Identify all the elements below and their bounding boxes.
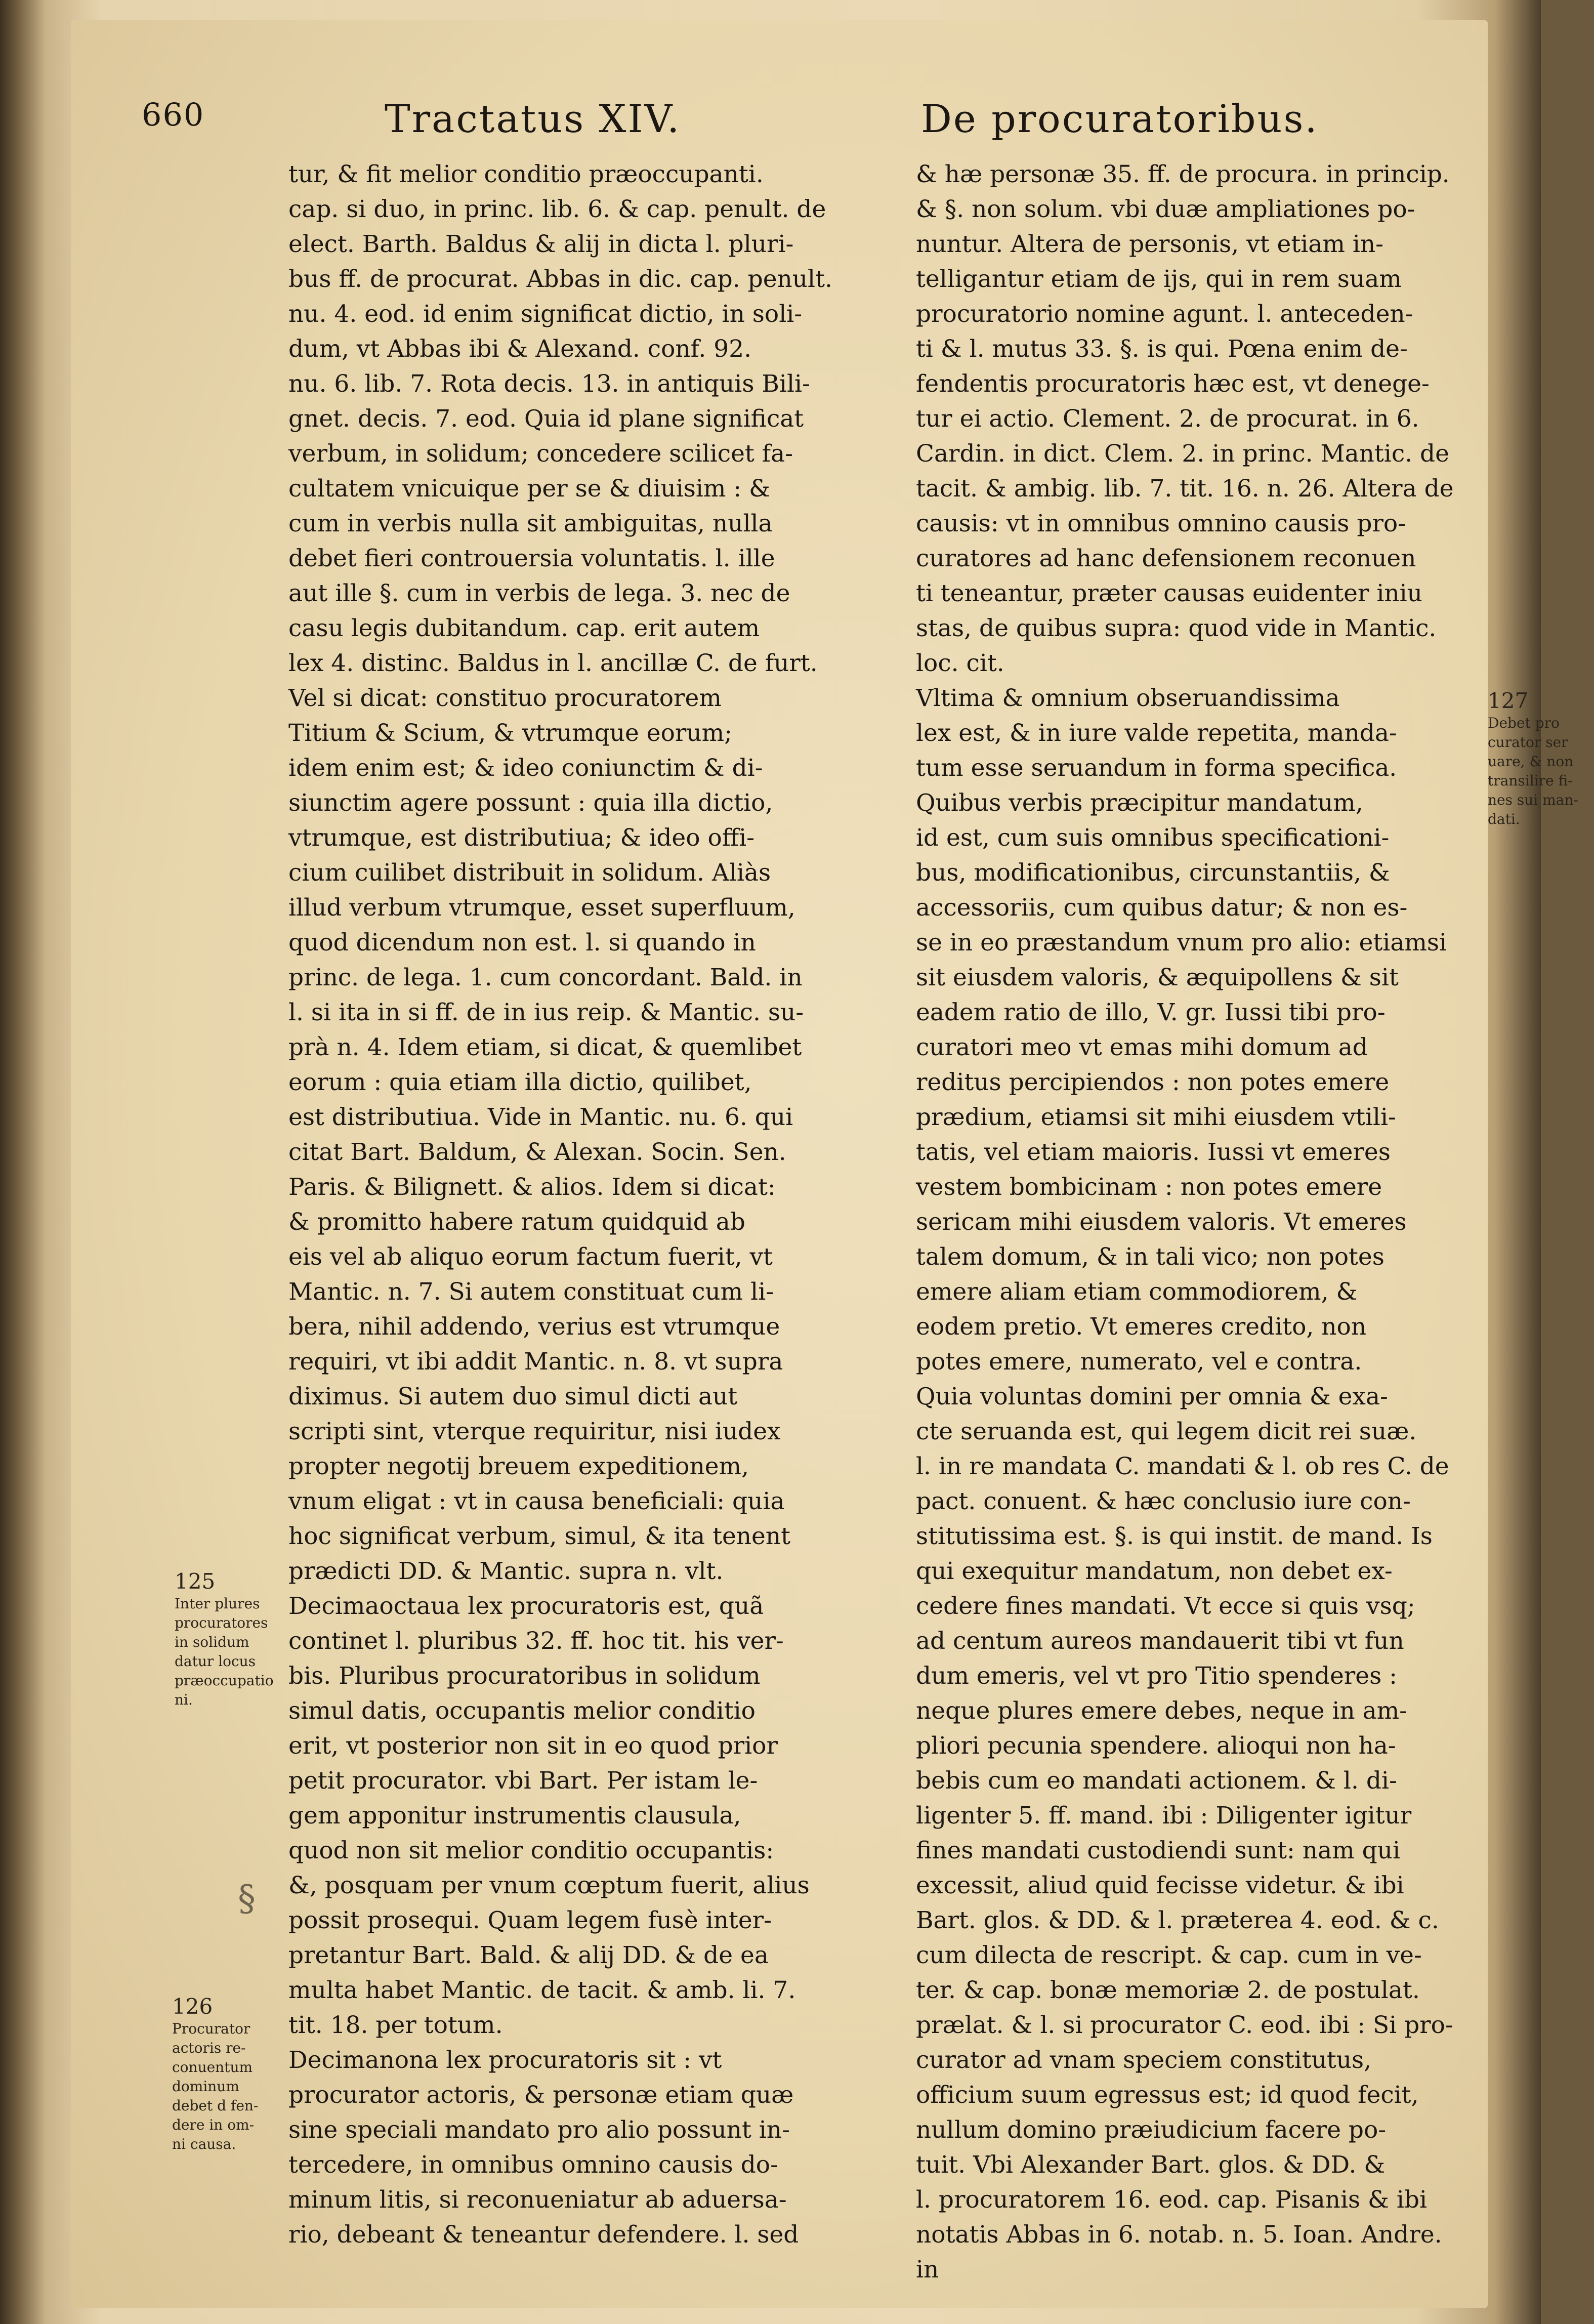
margin-note-line: in solidum bbox=[175, 1634, 249, 1650]
text-line: tercedere, in omnibus omnino causis do- bbox=[288, 2151, 778, 2179]
text-line: ad centum aureos mandauerit tibi vt fun bbox=[916, 1627, 1404, 1655]
text-line: bebis cum eo mandati actionem. & l. di- bbox=[916, 1767, 1397, 1795]
text-line: accessoriis, cum quibus datur; & non es- bbox=[916, 894, 1408, 922]
text-line: causis: vt in omnibus omnino causis pro- bbox=[916, 510, 1406, 537]
text-line: tur, & fit melior conditio præoccupanti. bbox=[288, 160, 764, 188]
text-line: prædium, etiamsi sit mihi eiusdem vtili- bbox=[916, 1103, 1396, 1131]
margin-note-line: Procurator bbox=[172, 2020, 250, 2037]
left-text-column bbox=[288, 157, 870, 2252]
text-line: ti teneantur, præter causas euidenter iniu bbox=[916, 579, 1422, 607]
text-line: dum, vt Abbas ibi & Alexand. conf. 92. bbox=[288, 335, 752, 363]
text-line: idem enim est; & ideo coniunctim & di- bbox=[288, 754, 763, 782]
text-line: procurator actoris, & personæ etiam quæ bbox=[288, 2081, 794, 2109]
text-line: Quia voluntas domini per omnia & exa- bbox=[916, 1383, 1388, 1410]
text-line: cte seruanda est, qui legem dicit rei suæ. bbox=[916, 1418, 1417, 1445]
margin-note-number: 127 bbox=[1488, 688, 1529, 713]
text-line: sericam mihi eiusdem valoris. Vt emeres bbox=[916, 1208, 1407, 1236]
margin-note-number: 126 bbox=[172, 1994, 213, 2019]
text-line: cultatem vnicuique per se & diuisim : & bbox=[288, 475, 770, 503]
text-line: telligantur etiam de ijs, qui in rem suam bbox=[916, 265, 1402, 293]
text-line: eis vel ab aliquo eorum factum fuerit, vt bbox=[288, 1243, 773, 1271]
right-text-column bbox=[916, 157, 1503, 2287]
text-line: cum in verbis nulla sit ambiguitas, nulla bbox=[288, 510, 773, 537]
text-line: nullum domino præiudicium facere po- bbox=[916, 2116, 1387, 2144]
text-line: & hæ personæ 35. ff. de procura. in princip. bbox=[916, 160, 1450, 188]
text-line: continet l. pluribus 32. ff. hoc tit. his ver- bbox=[288, 1627, 784, 1655]
margin-note-125 bbox=[175, 1569, 286, 1710]
margin-note-line: actoris re- bbox=[172, 2040, 246, 2056]
margin-note-line: Inter plures bbox=[175, 1595, 260, 1612]
book-page bbox=[71, 20, 1578, 2308]
text-line: debet fieri controuersia voluntatis. l. ille bbox=[288, 545, 775, 572]
text-line: Quibus verbis præcipitur mandatum, bbox=[916, 789, 1363, 817]
text-line: bis. Pluribus procuratoribus in solidum bbox=[288, 1662, 761, 1690]
margin-note-line: uare, & non bbox=[1488, 753, 1574, 770]
text-line: prædicti DD. & Mantic. supra n. vlt. bbox=[288, 1557, 724, 1585]
text-line: vestem bombicinam : non potes emere bbox=[916, 1173, 1382, 1201]
text-line: vnum eligat : vt in causa beneficiali: quia bbox=[288, 1487, 785, 1515]
text-line: sit eiusdem valoris, & æquipollens & sit bbox=[916, 964, 1399, 991]
text-line: pliori pecunia spendere. alioqui non ha- bbox=[916, 1732, 1396, 1760]
text-line: l. si ita in si ff. de in ius reip. & Mantic. su- bbox=[288, 999, 804, 1026]
text-line: se in eo præstandum vnum pro alio: etiamsi bbox=[916, 929, 1447, 957]
text-line: aut ille §. cum in verbis de lega. 3. nec de bbox=[288, 579, 790, 607]
text-line: casu legis dubitandum. cap. erit autem bbox=[288, 614, 760, 642]
margin-note-127 bbox=[1488, 688, 1594, 829]
text-line: quod dicendum non est. l. si quando in bbox=[288, 929, 756, 957]
text-line: talem domum, & in tali vico; non potes bbox=[916, 1243, 1385, 1271]
text-line: bus ff. de procurat. Abbas in dic. cap. penult. bbox=[288, 265, 832, 293]
text-line: Decimaoctaua lex procuratoris est, quã bbox=[288, 1592, 764, 1620]
text-line: tur ei actio. Clement. 2. de procurat. in 6. bbox=[916, 405, 1419, 433]
margin-note-line: dati. bbox=[1488, 811, 1520, 827]
text-line: & §. non solum. vbi duæ ampliationes po- bbox=[916, 195, 1415, 223]
text-line: quod non sit melior conditio occupantis: bbox=[288, 1837, 774, 1864]
text-line: possit prosequi. Quam legem fusè inter- bbox=[288, 1906, 772, 1934]
margin-note-line: conuentum bbox=[172, 2059, 253, 2076]
text-line: siunctim agere possunt : quia illa dictio, bbox=[288, 789, 773, 817]
margin-note-number: 125 bbox=[175, 1569, 216, 1594]
text-line: gnet. decis. 7. eod. Quia id plane significat bbox=[288, 405, 804, 433]
text-line: lex 4. distinc. Baldus in l. ancillæ C. de furt. bbox=[288, 649, 818, 677]
text-line: cap. si duo, in princ. lib. 6. & cap. penult. de bbox=[288, 195, 826, 223]
text-line: Decimanona lex procuratoris sit : vt bbox=[288, 2046, 722, 2074]
text-line: tum esse seruandum in forma specifica. bbox=[916, 754, 1397, 782]
text-line: tuit. Vbi Alexander Bart. glos. & DD. & bbox=[916, 2151, 1386, 2179]
running-head-left: Tractatus XIV. bbox=[385, 96, 681, 141]
text-line: pact. conuent. & hæc conclusio iure con- bbox=[916, 1487, 1411, 1515]
margin-note-line: nes sui man- bbox=[1488, 792, 1578, 808]
text-line: multa habet Mantic. de tacit. & amb. li. 7. bbox=[288, 1976, 796, 2004]
text-line: minum litis, si reconueniatur ab aduersa- bbox=[288, 2186, 787, 2214]
text-line: dum emeris, vel vt pro Titio spenderes : bbox=[916, 1662, 1397, 1690]
text-line: qui exequitur mandatum, non debet ex- bbox=[916, 1557, 1393, 1585]
text-line: nuntur. Altera de personis, vt etiam in- bbox=[916, 230, 1384, 258]
margin-note-line: procuratores bbox=[175, 1614, 268, 1631]
text-line: Vel si dicat: constituo procuratorem bbox=[288, 684, 722, 712]
running-head-right: De procuratoribus. bbox=[921, 96, 1319, 141]
text-line: nu. 6. lib. 7. Rota decis. 13. in antiquis Bili- bbox=[288, 370, 810, 398]
text-line: citat Bart. Baldum, & Alexan. Socin. Sen. bbox=[288, 1138, 786, 1166]
text-line: id est, cum suis omnibus specificationi- bbox=[916, 824, 1390, 852]
text-line: l. procuratorem 16. eod. cap. Pisanis & ibi bbox=[916, 2186, 1427, 2214]
margin-note-line: datur locus bbox=[175, 1653, 256, 1670]
text-line: cedere fines mandati. Vt ecce si quis vsq; bbox=[916, 1592, 1415, 1620]
text-line: fendentis procuratoris hæc est, vt denege- bbox=[916, 370, 1430, 398]
text-line: curator ad vnam speciem constitutus, bbox=[916, 2046, 1372, 2074]
text-line: &, posquam per vnum cœptum fuerit, alius bbox=[288, 1872, 810, 1899]
margin-note-126 bbox=[172, 1994, 288, 2154]
margin-note-line: dominum bbox=[172, 2078, 239, 2095]
margin-note-line: dere in om- bbox=[172, 2116, 255, 2133]
text-line: lex est, & in iure valde repetita, manda- bbox=[916, 719, 1397, 747]
text-line: scripti sint, vterque requiritur, nisi iudex bbox=[288, 1418, 781, 1445]
text-line: Cardin. in dict. Clem. 2. in princ. Mantic. de bbox=[916, 440, 1449, 468]
text-line: est distributiua. Vide in Mantic. nu. 6. qui bbox=[288, 1103, 793, 1131]
text-line: verbum, in solidum; concedere scilicet fa- bbox=[288, 440, 793, 468]
text-line: loc. cit. bbox=[916, 649, 1004, 677]
text-line: ter. & cap. bonæ memoriæ 2. de postulat. bbox=[916, 1976, 1420, 2004]
text-line: stas, de quibus supra: quod vide in Mantic. bbox=[916, 614, 1437, 642]
text-line: elect. Barth. Baldus & alij in dicta l. pluri- bbox=[288, 230, 794, 258]
section-mark: § bbox=[238, 1878, 256, 1919]
text-line: reditus percipiendos : non potes emere bbox=[916, 1068, 1390, 1096]
text-line: eadem ratio de illo, V. gr. Iussi tibi pro- bbox=[916, 999, 1386, 1026]
text-line: sine speciali mandato pro alio possunt in- bbox=[288, 2116, 790, 2144]
text-line: illud verbum vtrumque, esset superfluum, bbox=[288, 894, 795, 922]
text-line: nu. 4. eod. id enim significat dictio, in soli- bbox=[288, 300, 803, 328]
text-line: prà n. 4. Idem etiam, si dicat, & quemlibet bbox=[288, 1033, 802, 1061]
text-line: emere aliam etiam commodiorem, & bbox=[916, 1278, 1358, 1306]
text-line: in bbox=[916, 2256, 939, 2284]
text-line: tatis, vel etiam maioris. Iussi vt emeres bbox=[916, 1138, 1391, 1166]
text-line: bera, nihil addendo, verius est vtrumque bbox=[288, 1313, 780, 1341]
text-line: prælat. & l. si procurator C. eod. ibi : Si pro- bbox=[916, 2011, 1453, 2039]
text-line: stitutissima est. §. is qui instit. de mand. Is bbox=[916, 1522, 1433, 1550]
text-line: erit, vt posterior non sit in eo quod prior bbox=[288, 1732, 778, 1760]
text-line: cium cuilibet distribuit in solidum. Aliàs bbox=[288, 859, 771, 887]
text-line: rio, debeant & teneantur defendere. l. sed bbox=[288, 2221, 799, 2249]
text-line: tit. 18. per totum. bbox=[288, 2011, 503, 2039]
text-line: vtrumque, est distributiua; & ideo offi- bbox=[288, 824, 755, 852]
text-line: gem apponitur instrumentis clausula, bbox=[288, 1802, 741, 1830]
text-line: petit procurator. vbi Bart. Per istam le- bbox=[288, 1767, 758, 1795]
text-line: neque plures emere debes, neque in am- bbox=[916, 1697, 1408, 1725]
text-line: potes emere, numerato, vel e contra. bbox=[916, 1348, 1362, 1376]
text-line: l. in re mandata C. mandati & l. ob res C. de bbox=[916, 1452, 1449, 1480]
text-line: requiri, vt ibi addit Mantic. n. 8. vt supra bbox=[288, 1348, 783, 1376]
text-line: & promitto habere ratum quidquid ab bbox=[288, 1208, 745, 1236]
text-line: Vltima & omnium obseruandissima bbox=[916, 684, 1340, 712]
text-line: excessit, aliud quid fecisse videtur. & ibi bbox=[916, 1872, 1404, 1899]
text-line: tacit. & ambig. lib. 7. tit. 16. n. 26. Altera de bbox=[916, 475, 1454, 503]
text-line: curatores ad hanc defensionem reconuen bbox=[916, 545, 1416, 572]
text-line: Titium & Scium, & vtrumque eorum; bbox=[288, 719, 733, 747]
text-line: curatori meo vt emas mihi domum ad bbox=[916, 1033, 1368, 1061]
text-line: hoc significat verbum, simul, & ita tenent bbox=[288, 1522, 791, 1550]
margin-note-line: debet d fen- bbox=[172, 2097, 259, 2114]
text-line: bus, modificationibus, circunstantiis, & bbox=[916, 859, 1390, 887]
text-line: simul datis, occupantis melior conditio bbox=[288, 1697, 756, 1725]
text-line: fines mandati custodiendi sunt: nam qui bbox=[916, 1837, 1400, 1864]
text-line: ligenter 5. ff. mand. ibi : Diligenter igitur bbox=[916, 1802, 1412, 1830]
text-line: pretantur Bart. Bald. & alij DD. & de ea bbox=[288, 1941, 769, 1969]
text-line: propter negotij breuem expeditionem, bbox=[288, 1452, 749, 1480]
page-number: 660 bbox=[142, 96, 205, 133]
text-line: diximus. Si autem duo simul dicti aut bbox=[288, 1383, 738, 1410]
margin-note-line: Debet pro bbox=[1488, 715, 1560, 731]
text-line: Mantic. n. 7. Si autem constituat cum li- bbox=[288, 1278, 774, 1306]
margin-note-line: præoccupatio bbox=[175, 1672, 274, 1689]
text-line: Bart. glos. & DD. & l. præterea 4. eod. & c. bbox=[916, 1906, 1439, 1934]
text-line: cum dilecta de rescript. & cap. cum in ve- bbox=[916, 1941, 1422, 1969]
text-line: ti & l. mutus 33. §. is qui. Pœna enim de- bbox=[916, 335, 1408, 363]
text-line: eorum : quia etiam illa dictio, quilibet, bbox=[288, 1068, 752, 1096]
margin-note-line: curator ser bbox=[1488, 734, 1568, 751]
text-line: eodem pretio. Vt emeres credito, non bbox=[916, 1313, 1367, 1341]
text-line: Paris. & Bilignett. & alios. Idem si dicat: bbox=[288, 1173, 776, 1201]
margin-note-line: transilire fi- bbox=[1488, 772, 1573, 789]
text-line: notatis Abbas in 6. notab. n. 5. Ioan. Andre. bbox=[916, 2221, 1442, 2249]
margin-note-line: ni. bbox=[175, 1691, 193, 1708]
text-line: princ. de lega. 1. cum concordant. Bald. in bbox=[288, 964, 803, 991]
margin-note-line: ni causa. bbox=[172, 2136, 236, 2152]
text-line: procuratorio nomine agunt. l. anteceden- bbox=[916, 300, 1413, 328]
text-line: officium suum egressus est; id quod fecit, bbox=[916, 2081, 1419, 2109]
